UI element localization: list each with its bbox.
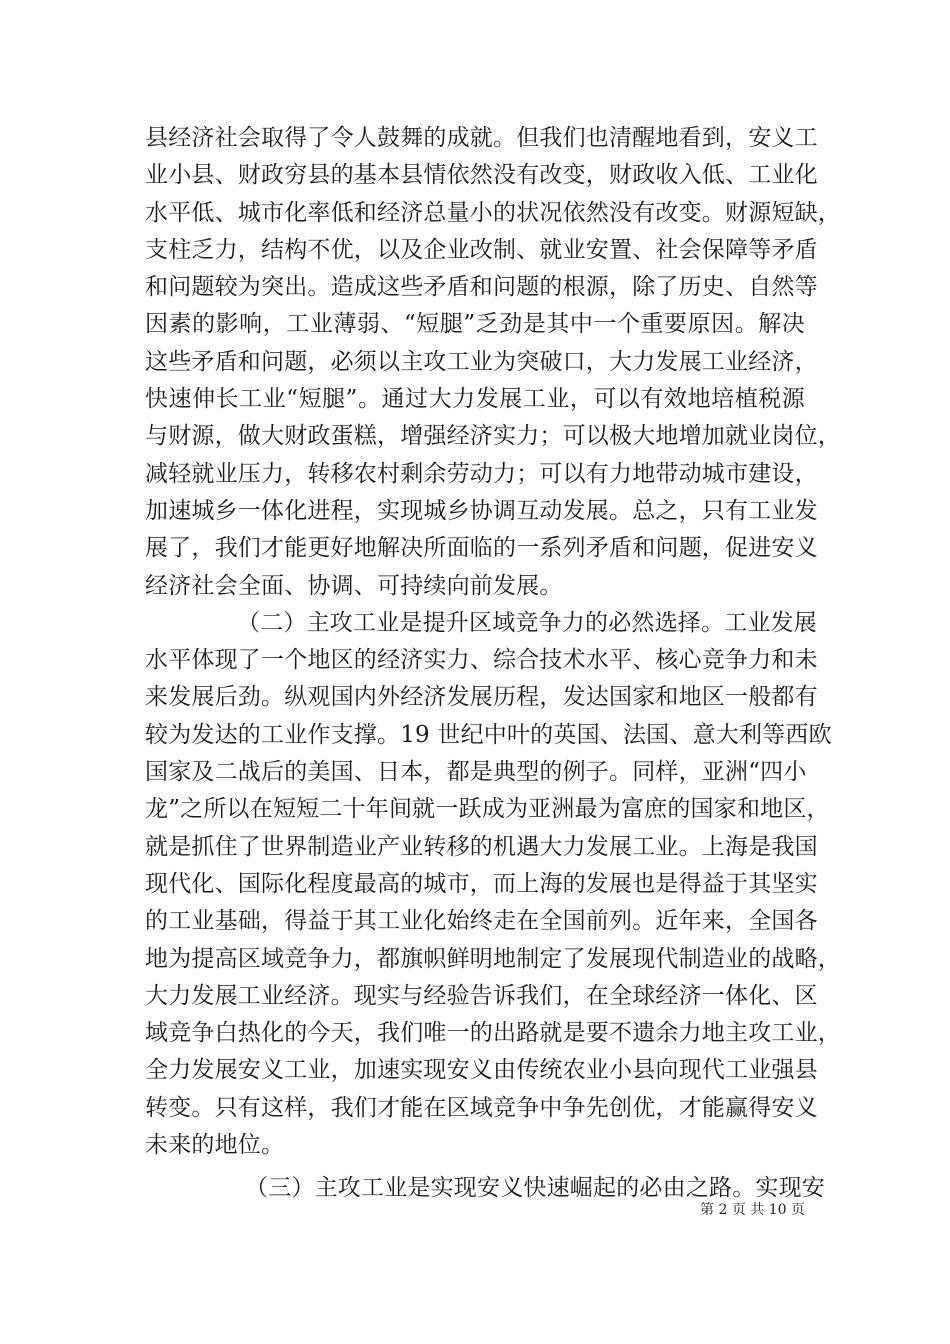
body-text xyxy=(145,120,841,1208)
text-line: 和问题较为突出。造成这些矛盾和问题的根源，除了历史、自然等 xyxy=(145,274,818,301)
page-number: 第 2 页 共 10 页 xyxy=(700,1202,805,1218)
text-line: 支柱乏力，结构不优，以及企业改制、就业安置、社会保障等矛盾 xyxy=(145,236,818,263)
text-line: 快速伸长工业“短腿”。通过大力发展工业，可以有效地培植税源 xyxy=(145,386,805,413)
text-line: 的工业基础，得益于其工业化始终走在全国前列。近年来，全国各 xyxy=(145,908,818,935)
text-line: 减轻就业压力，转移农村剩余劳动力；可以有力地带动城市建设， xyxy=(145,460,818,487)
text-line: 地为提高区域竞争力，都旗帜鲜明地制定了发展现代制造业的战略， xyxy=(145,945,841,972)
text-line: 就是抓住了世界制造业产业转移的机遇大力发展工业。上海是我国 xyxy=(145,833,818,860)
text-line: 因素的影响，工业薄弱、“短腿”乏劲是其中一个重要原因。解决 xyxy=(145,311,805,338)
text-line: 国家及二战后的美国、日本，都是典型的例子。同样，亚洲“四小 xyxy=(145,759,807,786)
text-line: 大力发展工业经济。现实与经验告诉我们，在全球经济一体化、区 xyxy=(145,982,818,1009)
text-line: 水平体现了一个地区的经济实力、综合技术水平、核心竞争力和未 xyxy=(145,647,818,674)
text-line: 展了，我们才能更好地解决所面临的一系列矛盾和问题，促进安义 xyxy=(145,535,818,562)
text-line: 转变。只有这样，我们才能在区域竞争中争先创优，才能赢得安义 xyxy=(145,1094,818,1121)
text-line: 这些矛盾和问题，必须以主攻工业为突破口，大力发展工业经济， xyxy=(145,348,818,375)
text-line: 现代化、国际化程度最高的城市，而上海的发展也是得益于其坚实 xyxy=(145,870,818,897)
paragraph-1 xyxy=(145,120,841,605)
text-line: 加速城乡一体化进程，实现城乡协调互动发展。总之，只有工业发 xyxy=(145,497,818,524)
text-line: （二）主攻工业是提升区域竞争力的必然选择。工业发展 xyxy=(237,609,817,636)
text-line: 来发展后劲。纵观国内外经济发展历程，发达国家和地区一般都有 xyxy=(145,684,818,711)
text-line: 较为发达的工业作支撑。19 世纪中叶的英国、法国、意大利等西欧 xyxy=(145,721,832,748)
text-line: 水平低、城市化率低和经济总量小的状况依然没有改变。财源短缺， xyxy=(145,199,841,226)
text-line: 与财源，做大财政蛋糕，增强经济实力；可以极大地增加就业岗位， xyxy=(145,423,841,450)
paragraph-2 xyxy=(145,605,841,1164)
text-line: 未来的地位。 xyxy=(145,1132,285,1159)
text-line: 业小县、财政穷县的基本县情依然没有改变，财政收入低、工业化 xyxy=(145,162,818,189)
text-line: 域竞争白热化的今天，我们唯一的出路就是要不遗余力地主攻工业， xyxy=(145,1020,841,1047)
text-line: 县经济社会取得了令人鼓舞的成就。但我们也清醒地看到，安义工 xyxy=(145,125,818,151)
text-line: 经济社会全面、协调、可持续向前发展。 xyxy=(145,572,563,599)
text-line: 全力发展安义工业，加速实现安义由传统农业小县向现代工业强县 xyxy=(145,1057,818,1084)
text-line: 龙”之所以在短短二十年间就一跃成为亚洲最为富庶的国家和地区， xyxy=(145,796,830,823)
text-line: （三）主攻工业是实现安义快速崛起的必由之路。实现安 xyxy=(245,1175,825,1202)
